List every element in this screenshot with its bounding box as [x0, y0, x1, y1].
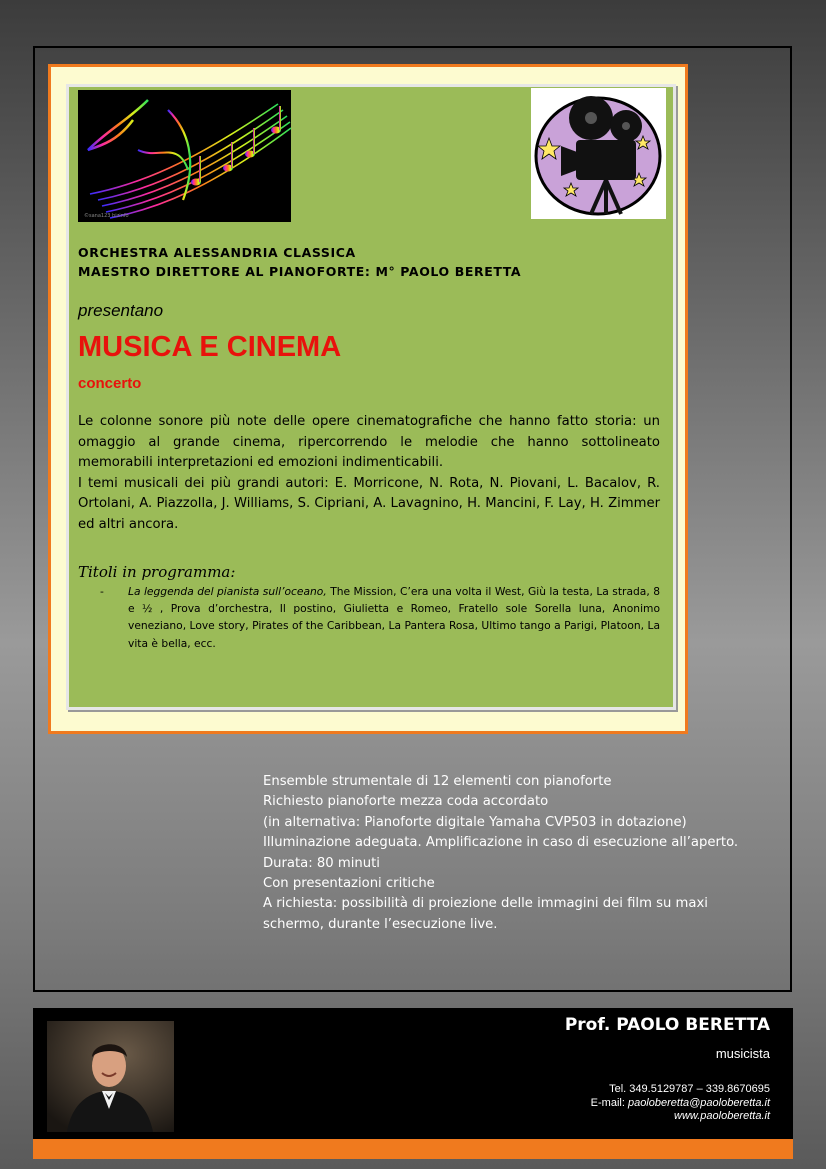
concert-subtitle: concerto — [78, 375, 142, 392]
description-paragraph-1: Le colonne sonore più note delle opere cinematografiche che hanno fatto storia: un omaggio al grande cinema, ripercorrendo le melodie che hanno sottolineato memorabili interpretazioni ed emozioni indimenticabili. — [78, 414, 660, 470]
programme-list — [100, 583, 660, 652]
spec-line: (in alternativa: Pianoforte digitale Yamaha CVP503 in dotazione) — [263, 814, 687, 830]
music-notes-image — [78, 90, 291, 222]
email-link[interactable]: paoloberetta@paoloberetta.it — [627, 1097, 770, 1109]
description — [78, 412, 660, 535]
technical-specs — [263, 772, 763, 935]
website-link[interactable]: www.paoloberetta.it — [674, 1110, 770, 1122]
spec-line: Durata: 80 minuti — [263, 855, 380, 871]
intro-text: presentano — [78, 301, 164, 320]
spec-line: Richiesto pianoforte mezza coda accordato — [263, 794, 549, 810]
programme-heading: Titoli in programma: — [78, 563, 236, 581]
spec-line: Ensemble strumentale di 12 elementi con pianoforte — [263, 774, 612, 789]
conductor-line: MAESTRO DIRETTORE AL PIANOFORTE: M° PAOLO BERETTA — [78, 264, 522, 279]
music-notes-icon — [78, 90, 291, 222]
orchestra-name: ORCHESTRA ALESSANDRIA CLASSICA — [78, 245, 356, 260]
film-camera-icon — [531, 88, 666, 219]
footer-email-line — [591, 1097, 770, 1109]
spec-line: schermo, durante l’esecuzione live. — [263, 916, 498, 932]
programme-titles — [128, 583, 660, 652]
film-camera-image — [531, 88, 666, 219]
programme-other-titles: The Mission, C’era una volta il West, Giù la testa, La strada, 8 e ½ , Prova d’orchestra, Il postino, Giulietta e Romeo, Fratello sole Sorella luna, Anonimo veneziano, Love story, Pirates of the Caribbean, La Pantera Rosa, Ultimo tango a Parigi, Platoon, La vita è bella, ecc. — [128, 585, 660, 650]
email-label: E-mail: — [590, 1097, 628, 1109]
notes-watermark: ©sana123 bizinfo — [84, 213, 129, 219]
avatar — [47, 1021, 174, 1132]
footer-accent-bar — [33, 1139, 793, 1159]
spec-line: Con presentazioni critiche — [263, 876, 435, 892]
spec-line: Illuminazione adeguata. Amplificazione in caso di esecuzione all’aperto. — [263, 835, 739, 851]
programme-first-title: La leggenda del pianista sull’oceano, — [128, 585, 327, 598]
concert-title: MUSICA E CINEMA — [78, 331, 342, 363]
footer-name: Prof. PAOLO BERETTA — [564, 1015, 770, 1035]
footer-phone: Tel. 349.5129787 – 339.8670695 — [609, 1083, 770, 1095]
footer-role: musicista — [715, 1046, 770, 1061]
portrait-icon — [47, 1021, 174, 1132]
description-paragraph-2: I temi musicali dei più grandi autori: E. Morricone, N. Rota, N. Piovani, L. Bacalov, R. Ortolani, A. Piazzolla, J. Williams, S. Cipriani, A. Lavagnino, H. Mancini, F. Lay, H. Zimmer ed altri ancora. — [78, 475, 660, 532]
list-bullet: - — [100, 585, 104, 598]
footer-website — [674, 1110, 770, 1122]
spec-line: A richiesta: possibilità di proiezione delle immagini dei film su maxi — [263, 896, 708, 912]
